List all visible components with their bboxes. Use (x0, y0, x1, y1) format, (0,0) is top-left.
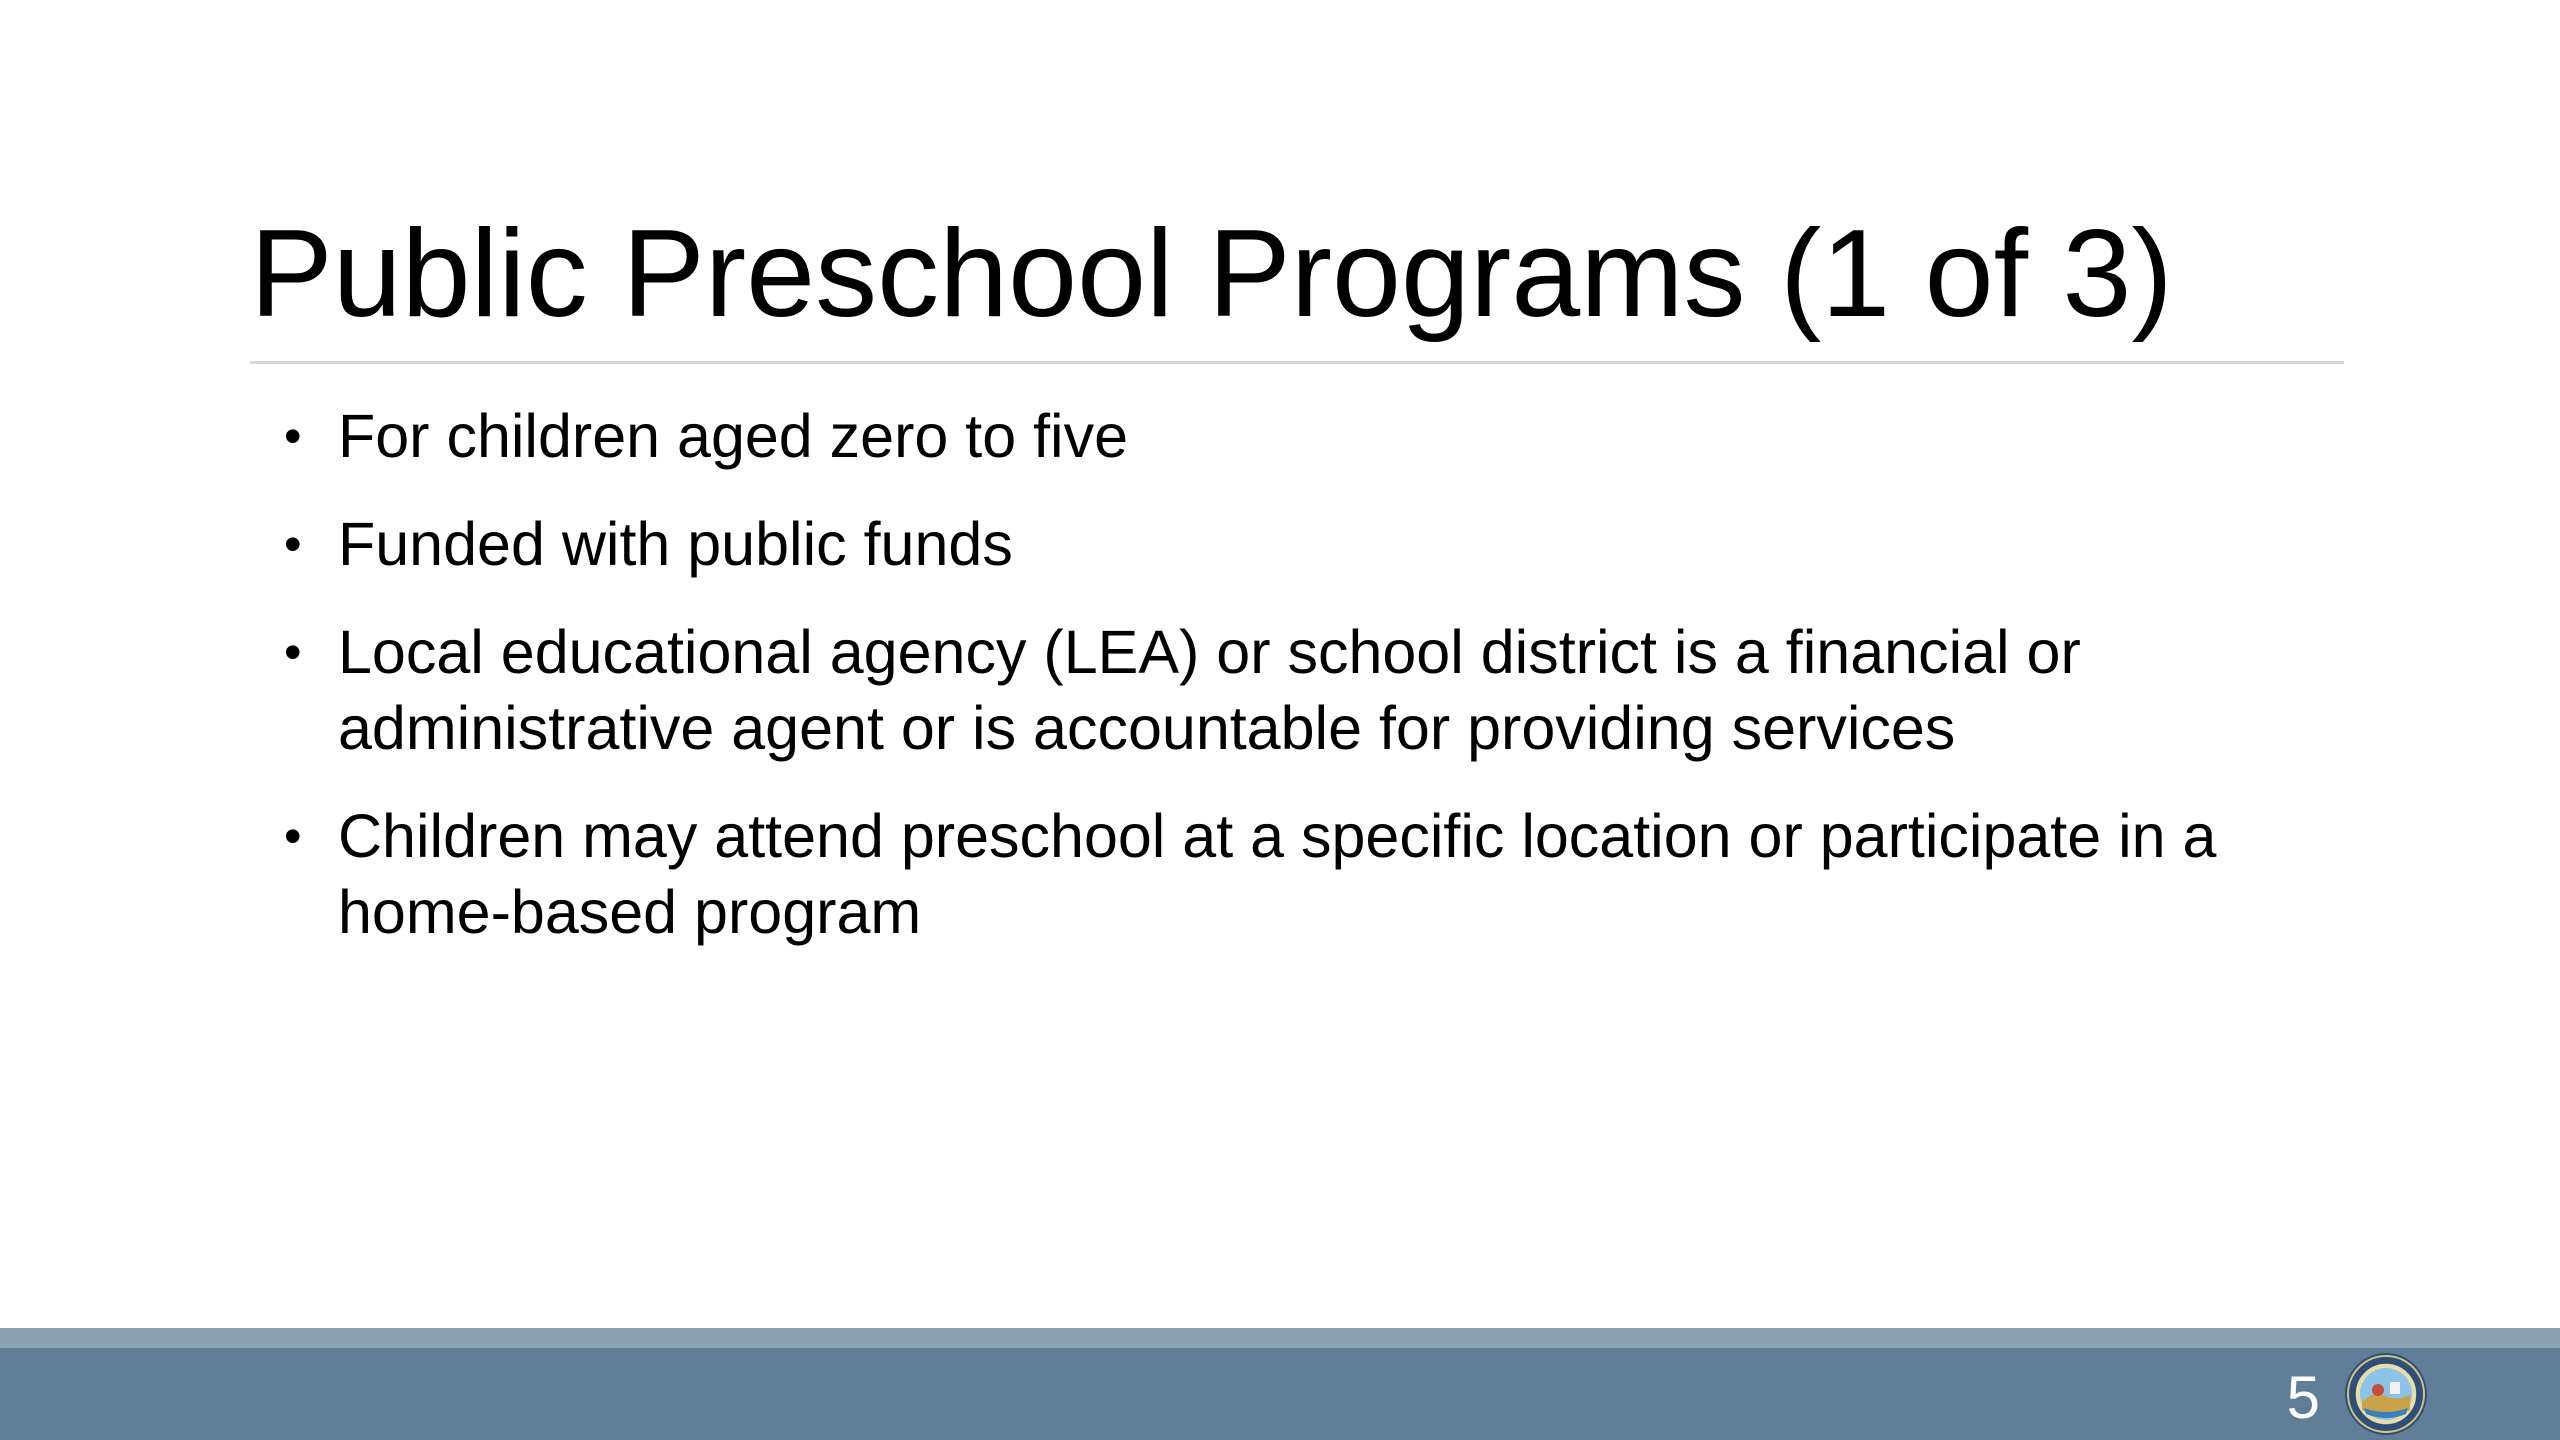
bullet-dot-icon: • (284, 808, 302, 864)
slide-title: Public Preschool Programs (1 of 3) (250, 205, 2173, 343)
bullet-dot-icon: • (284, 516, 302, 572)
bullet-list (284, 398, 2344, 982)
footer-accent-stripe (0, 1328, 2560, 1348)
state-seal-icon (2344, 1352, 2428, 1436)
bullet-text: Funded with public funds (338, 510, 1013, 578)
bullet-item (284, 506, 2344, 582)
bullet-text: For children aged zero to five (338, 402, 1129, 470)
bullet-item (284, 614, 2344, 766)
footer-band (0, 1348, 2560, 1440)
page-number: 5 (2286, 1364, 2320, 1431)
bullet-dot-icon: • (284, 624, 302, 680)
bullet-dot-icon: • (284, 408, 302, 464)
bullet-text: Local educational agency (LEA) or school district is a financial or administrative agent or is accountable for providing services (338, 618, 2081, 762)
bullet-item (284, 398, 2344, 474)
bullet-item (284, 798, 2344, 950)
title-divider (250, 361, 2344, 364)
bullet-text: Children may attend preschool at a specific location or participate in a home-based program (338, 802, 2217, 946)
